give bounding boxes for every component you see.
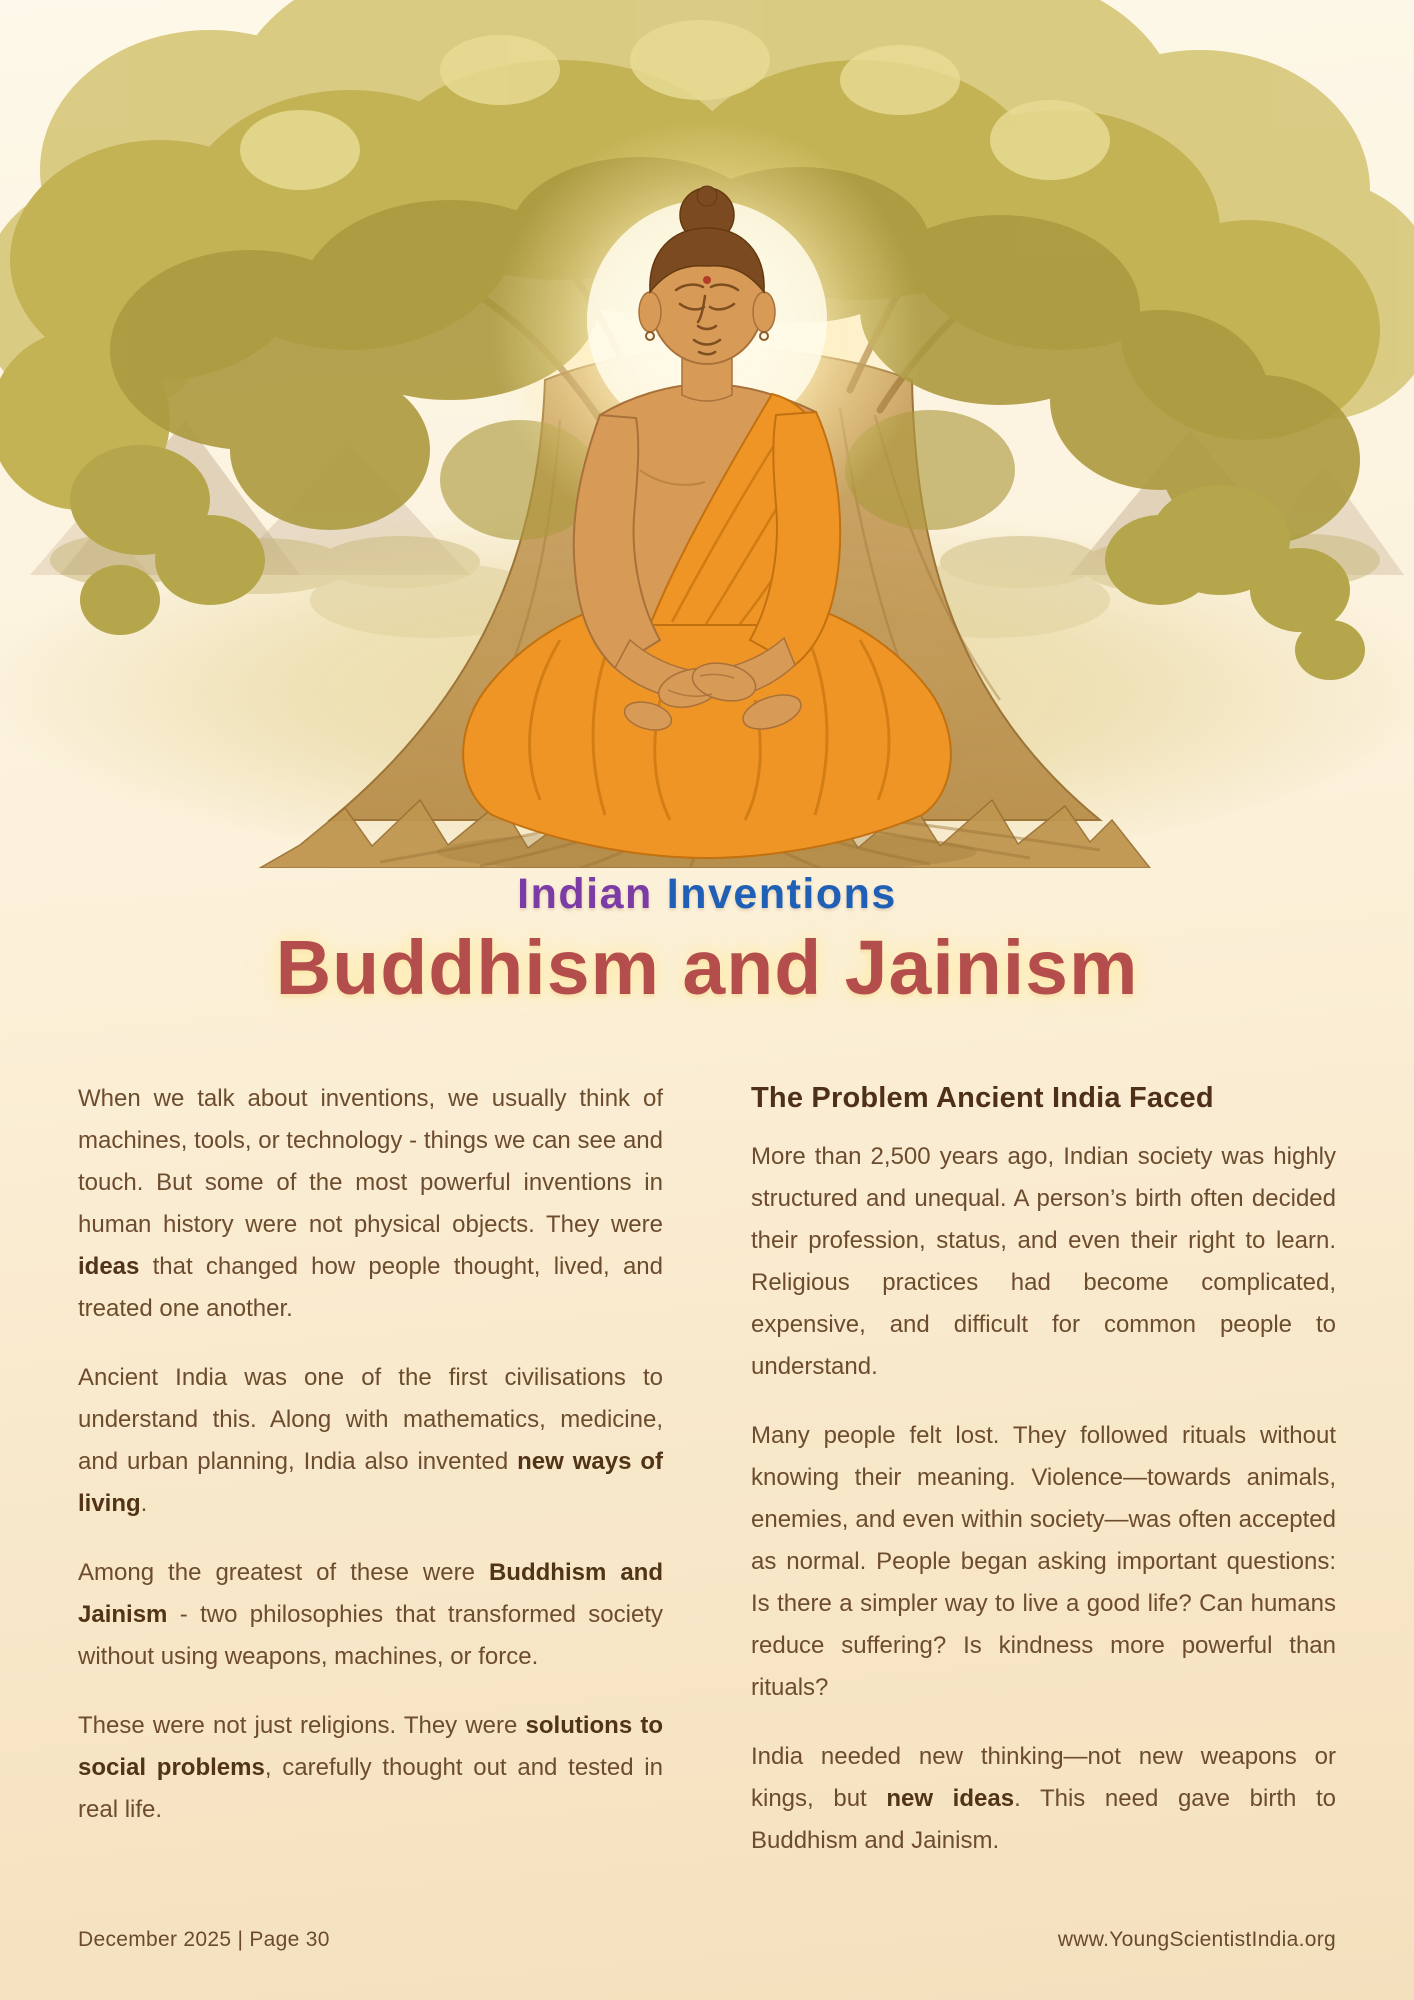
buddha-illustration: [0, 0, 1414, 868]
footer-website: www.YoungScientistIndia.org: [1057, 1928, 1336, 1951]
kicker-word-indian: Indian: [517, 870, 653, 918]
left-column: [78, 1078, 663, 1862]
page-footer: [78, 1928, 1336, 1952]
paragraph: Many people felt lost. They followed rituals without knowing their meaning. Violence—towards animals, enemies, and even within society—was often accepted as normal. People began asking important questions: Is there a simpler way to live a good life? Can humans reduce suffering? Is kindness more powerful than rituals?: [751, 1422, 1336, 1701]
paragraph: These were not just religions. They were solutions to social problems, carefully thought out and tested in real life.: [78, 1712, 663, 1823]
paragraph: More than 2,500 years ago, Indian society was highly structured and unequal. A person’s birth often decided their profession, status, and even their right to learn. Religious practices had become complicated, expensive, and difficult for common people to understand.: [751, 1143, 1336, 1380]
kicker-word-inventions: Inventions: [666, 870, 897, 918]
right-column: [751, 1078, 1336, 1862]
paragraph: Among the greatest of these were Buddhism and Jainism - two philosophies that transformed society without using weapons, machines, or force.: [78, 1559, 663, 1670]
paragraph: India needed new thinking—not new weapons or kings, but new ideas. This need gave birth to Buddhism and Jainism.: [751, 1743, 1336, 1854]
article-columns: [78, 1078, 1336, 1862]
bindi: [703, 276, 711, 284]
paragraph: When we talk about inventions, we usually think of machines, tools, or technology - things we can see and touch. But some of the most powerful inventions in human history were not physical objects. They were ideas that changed how people thought, lived, and treated one another.: [78, 1085, 663, 1322]
section-heading: The Problem Ancient India Faced: [751, 1082, 1214, 1114]
page-title: Buddhism and Jainism: [275, 925, 1139, 1011]
footer-date-page: December 2025 | Page 30: [78, 1928, 330, 1951]
section-kicker: [0, 870, 1414, 919]
paragraph: Ancient India was one of the first civilisations to understand this. Along with mathematics, medicine, and urban planning, India also invented new ways of living.: [78, 1364, 663, 1517]
